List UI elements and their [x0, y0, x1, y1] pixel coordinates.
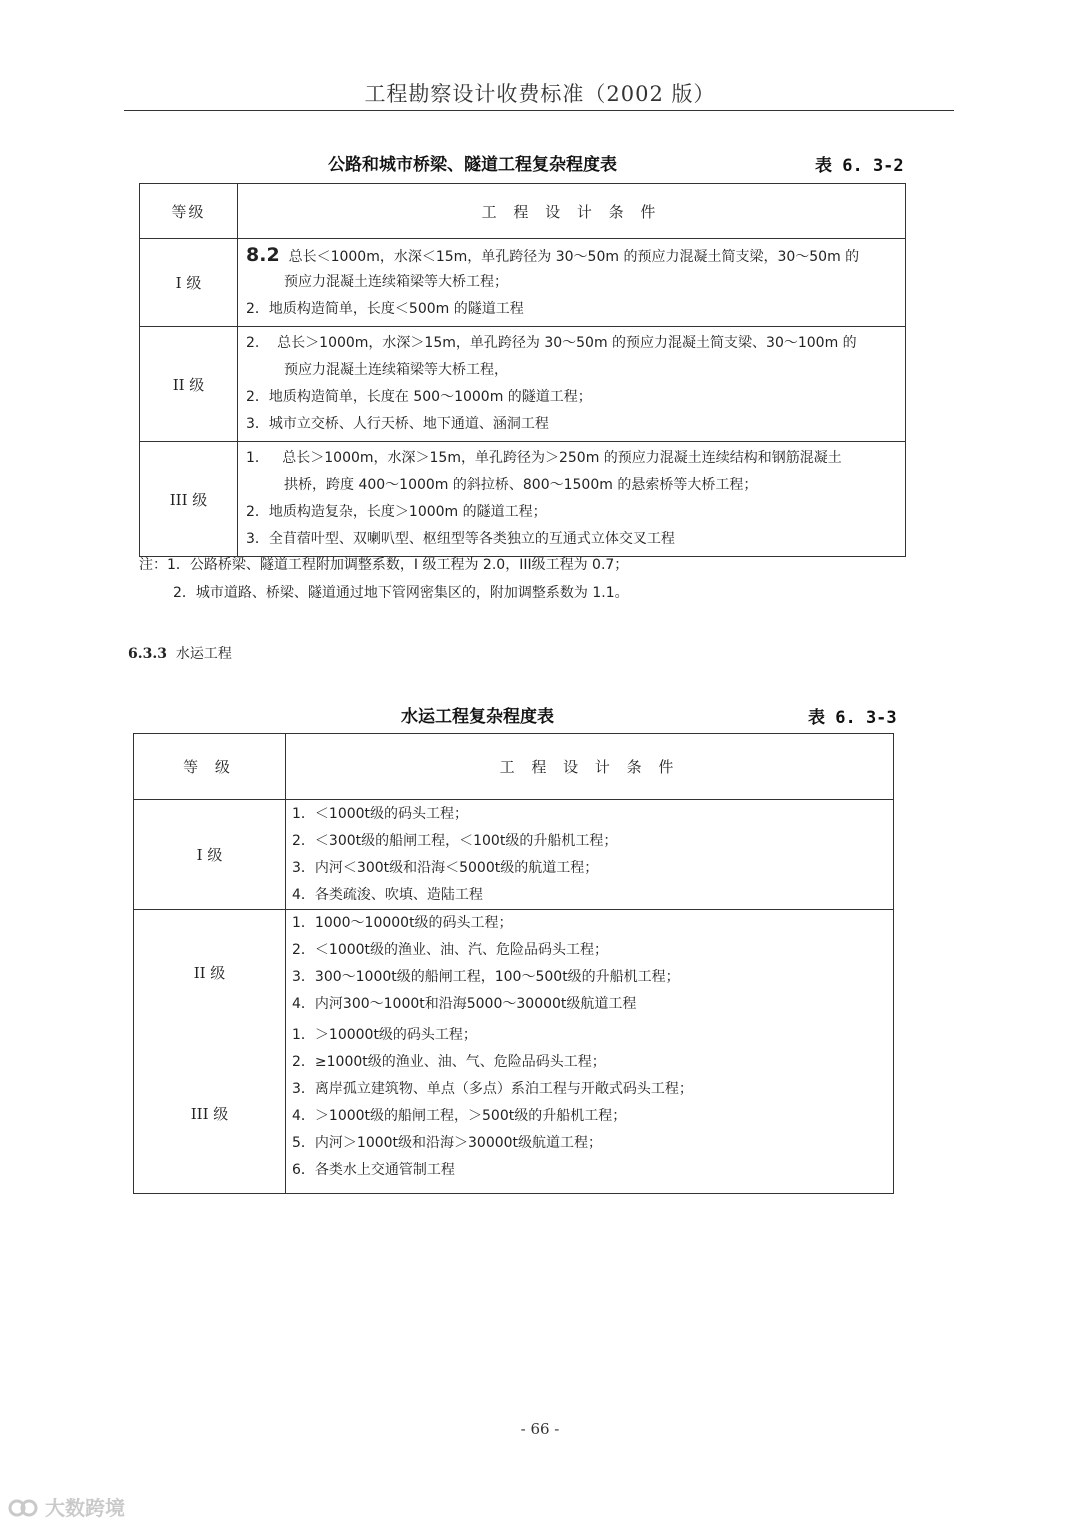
table-row-merged — [134, 910, 894, 1194]
condition-line: 2．＜300t级的船闸工程，＜100t级的升船机工程； — [292, 832, 618, 849]
watermark — [8, 1492, 125, 1521]
table2-header-row — [134, 734, 894, 800]
level-cell-group — [134, 910, 286, 1194]
condition-line: 4．内河300～1000t和沿海5000～30000t级航道工程 — [292, 996, 637, 1012]
watermark-text: 大数跨境 — [44, 1496, 125, 1520]
section-number: 6.3.3 — [128, 646, 167, 662]
condition-line: 5．内河＞1000t级和沿海＞30000t级航道工程； — [292, 1135, 603, 1151]
condition-line: 预应力混凝土连续箱梁等大桥工程， — [284, 362, 508, 378]
table-row — [140, 327, 906, 442]
section-title: 水运工程 — [175, 646, 232, 662]
condition-line: 2. 总长＞1000m，水深＞15m，单孔跨径为 30～50m 的预应力混凝土简支梁、30～100m 的 — [246, 335, 857, 351]
level-cell: III 级 — [190, 1105, 229, 1123]
condition-line: 3．300～1000t级的船闸工程，100～500t级的升船机工程； — [292, 969, 680, 985]
condition-line: 2．地质构造复杂，长度＞1000m 的隧道工程； — [246, 504, 547, 520]
condition-line: 2．地质构造简单，长度在 500～1000m 的隧道工程； — [246, 389, 592, 405]
level-cell: III 级 — [140, 442, 238, 557]
header-rule — [124, 110, 954, 111]
level-cell: II 级 — [193, 963, 226, 982]
table1 — [139, 183, 906, 557]
section-heading — [128, 643, 232, 663]
condition-line: 6．各类水上交通管制工程 — [292, 1162, 455, 1178]
level-cell: I 级 — [140, 239, 238, 327]
condition-line: 2．＜1000t级的渔业、油、汽、危险品码头工程； — [292, 942, 609, 958]
table2-title: 水运工程复杂程度表 — [401, 707, 554, 727]
watermark-logo-icon — [8, 1497, 38, 1519]
condition-line: 2．≥1000t级的渔业、油、气、危险品码头工程； — [292, 1054, 606, 1070]
level-cell: II 级 — [140, 327, 238, 442]
condition-line: 1．＞10000t级的码头工程； — [292, 1027, 477, 1043]
condition-line: 1． 总长＞1000m，水深＞15m，单孔跨径为＞250m 的预应力混凝土连续结构和钢筋混凝土 — [246, 450, 842, 466]
table-row — [140, 442, 906, 557]
condition-line: 4．＞1000t级的船闸工程，＞500t级的升船机工程； — [292, 1108, 627, 1124]
condition-line: 3．内河＜300t级和沿海＜5000t级的航道工程； — [292, 859, 599, 876]
table2-col-conditions: 工 程 设 计 条 件 — [286, 734, 894, 800]
note-line: 2．城市道路、桥梁、隧道通过地下管网密集区的，附加调整系数为 1.1。 — [173, 585, 629, 601]
note-line: 注：1．公路桥梁、隧道工程附加调整系数，I 级工程为 2.0，III级工程为 0.7； — [139, 557, 629, 573]
condition-line: 预应力混凝土连续箱梁等大桥工程； — [284, 274, 508, 290]
table1-col-conditions: 工 程 设 计 条 件 — [238, 184, 906, 239]
conditions-cell — [238, 442, 906, 557]
level-cell: I 级 — [134, 800, 286, 910]
table2 — [133, 733, 894, 1194]
table-row — [140, 239, 906, 327]
condition-line: 3．全苜蓿叶型、双喇叭型、枢纽型等各类独立的互通式立体交叉工程 — [246, 531, 675, 547]
condition-line: 3．城市立交桥、人行天桥、地下通道、涵洞工程 — [246, 416, 549, 432]
table-row — [134, 800, 894, 910]
page-header-title: 工程勘察设计收费标准（2002 版） — [364, 82, 716, 106]
table1-title: 公路和城市桥梁、隧道工程复杂程度表 — [328, 155, 617, 175]
page-number: - 66 - — [520, 1420, 560, 1438]
conditions-cell — [238, 239, 906, 327]
table1-number: 表 6. 3-2 — [815, 156, 904, 176]
condition-line: 3．离岸孤立建筑物、单点（多点）系泊工程与开敞式码头工程； — [292, 1081, 693, 1097]
table1-header-row — [140, 184, 906, 239]
item-number: 8.2 — [246, 244, 280, 266]
condition-line: 拱桥，跨度 400～1000m 的斜拉桥、800～1500m 的悬索桥等大桥工程； — [284, 477, 758, 493]
condition-line: 1．＜1000t级的码头工程； — [292, 805, 469, 822]
conditions-cell — [238, 327, 906, 442]
table1-notes — [139, 551, 919, 607]
conditions-cell — [286, 800, 894, 910]
condition-line: 4．各类疏浚、吹填、造陆工程 — [292, 886, 483, 903]
condition-line: 2．地质构造简单，长度＜500m 的隧道工程 — [246, 301, 524, 317]
condition-line: 1．1000～10000t级的码头工程； — [292, 915, 513, 931]
condition-line: 总长＜1000m，水深＜15m，单孔跨径为 30～50m 的预应力混凝土简支梁，30～50m 的 — [288, 249, 860, 265]
conditions-cell — [286, 910, 894, 1194]
table2-number: 表 6. 3-3 — [808, 708, 897, 728]
table1-col-level: 等级 — [140, 184, 238, 239]
table2-col-level: 等 级 — [134, 734, 286, 800]
